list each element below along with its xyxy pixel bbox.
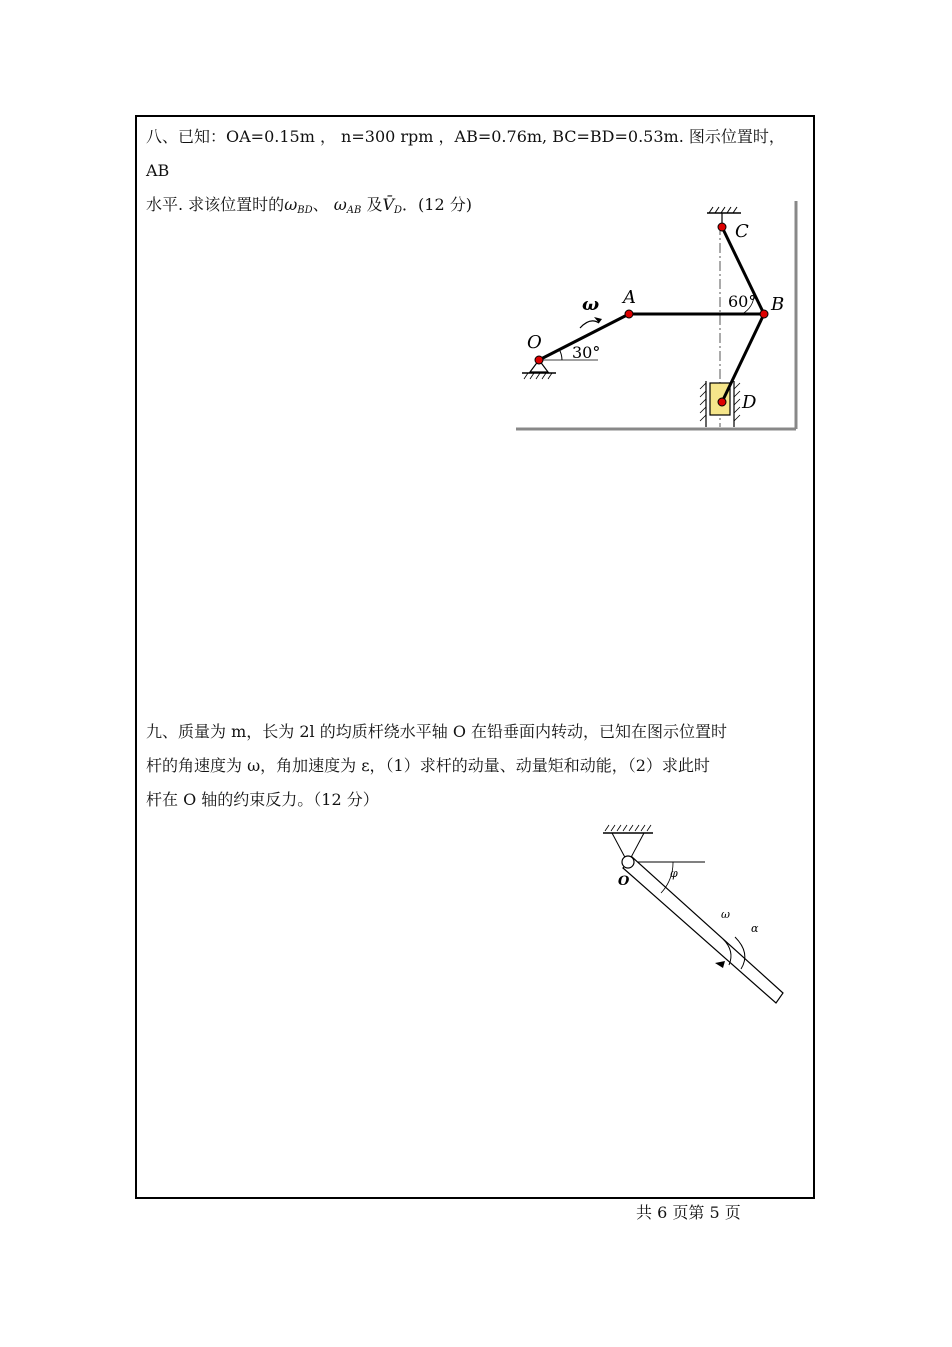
- omega-arrowhead: [715, 961, 725, 968]
- joint-a: [625, 310, 633, 318]
- separator: 、: [312, 195, 329, 214]
- problem8-line2-prefix: 水平. 求该位置时的: [146, 195, 285, 214]
- omega-symbol-2: ω: [333, 195, 347, 214]
- label-alpha: α: [751, 922, 759, 935]
- subscript-d: D: [394, 205, 403, 216]
- problem9-text: [146, 715, 810, 817]
- pivot-o: [622, 856, 634, 868]
- label-30deg: 30°: [572, 343, 601, 362]
- problem9-line3: 杆在 O 轴的约束反力。（12 分）: [146, 790, 379, 809]
- label-omega: ω: [721, 908, 730, 921]
- label-phi: φ: [670, 867, 678, 880]
- label-c: C: [735, 221, 749, 242]
- problem9-line1: 九、质量为 m，长为 2l 的均质杆绕水平轴 O 在铅垂面内转动，已知在图示位置时: [146, 722, 728, 741]
- omega-symbol: ω: [284, 195, 298, 214]
- omega-arrow: [580, 321, 599, 328]
- problem8-points: ．(12 分): [402, 195, 472, 214]
- label-a: A: [623, 287, 636, 308]
- problem8-line1: 八、已知：OA=0.15m ， n=300 rpm ，AB=0.76m, BC=BD=0.53m. 图示位置时， AB: [146, 127, 785, 180]
- label-60deg: 60°: [728, 292, 757, 311]
- label-o: O: [618, 874, 630, 889]
- joint-c: [718, 223, 726, 231]
- joint-d: [718, 398, 726, 406]
- subscript-ab: AB: [346, 205, 362, 216]
- rod: [623, 857, 783, 1003]
- subscript-bd: BD: [297, 205, 313, 216]
- joint-b: [760, 310, 768, 318]
- page-footer: 共 6 页第 5 页: [636, 1203, 741, 1222]
- label-o: O: [527, 332, 542, 353]
- velocity-symbol: V̄: [382, 195, 395, 214]
- label-b: B: [771, 294, 785, 315]
- problem9-line2: 杆的角速度为 ω，角加速度为 ε，（1）求杆的动量、动量矩和动能，（2）求此时: [146, 756, 710, 775]
- ji-text: 及: [366, 195, 383, 214]
- label-d: D: [742, 392, 757, 413]
- figure9-rod: [595, 815, 795, 1015]
- label-omega: ω: [582, 294, 600, 315]
- link-bd: [722, 314, 764, 402]
- joint-o: [535, 356, 543, 364]
- figure8-mechanism: [510, 195, 805, 440]
